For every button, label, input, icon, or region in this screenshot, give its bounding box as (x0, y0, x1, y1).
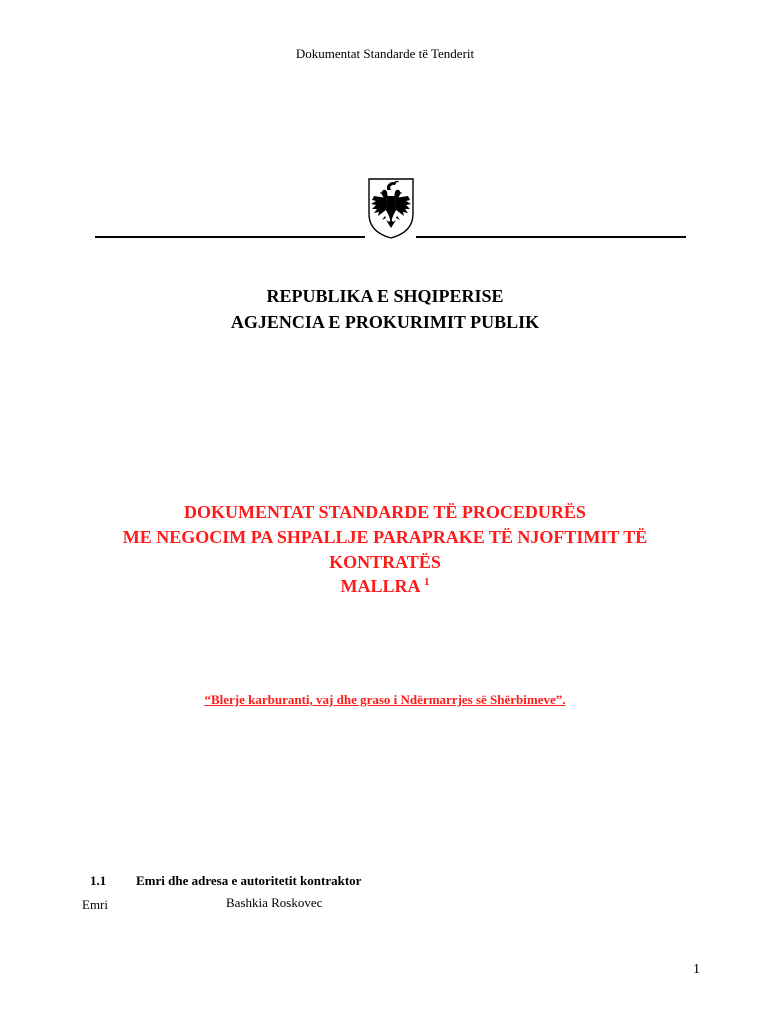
field-value-name: Bashkia Roskovec (226, 895, 323, 910)
coat-of-arms-icon (366, 176, 416, 240)
organization-country: REPUBLIKA E SHQIPERISE (266, 286, 504, 306)
document-title-line-3: KONTRATËS (329, 552, 441, 572)
running-header: Dokumentat Standarde të Tenderit (295, 46, 475, 61)
section-title: Emri dhe adresa e autoritetit kontraktor (136, 873, 362, 888)
procurement-category: MALLRA (340, 576, 420, 596)
document-title-line-2: ME NEGOCIM PA SHPALLJE PARAPRAKE TË NJOFTIMIT TË (122, 527, 648, 547)
header-rule-left (95, 236, 365, 238)
organization-agency: AGJENCIA E PROKURIMIT PUBLIK (230, 312, 540, 332)
document-title-line-4 (0, 575, 770, 598)
page-number: 1 (693, 962, 700, 977)
footnote-reference: 1 (424, 576, 430, 588)
procurement-subject: “Blerje karburanti, vaj dhe graso i Ndërmarrjes së Shërbimeve”. (204, 692, 566, 707)
header-rule-right (416, 236, 686, 238)
section-number: 1.1 (90, 873, 107, 888)
field-label-name: Emri (82, 897, 108, 912)
document-title-line-1: DOKUMENTAT STANDARDE TË PROCEDURËS (184, 502, 586, 522)
